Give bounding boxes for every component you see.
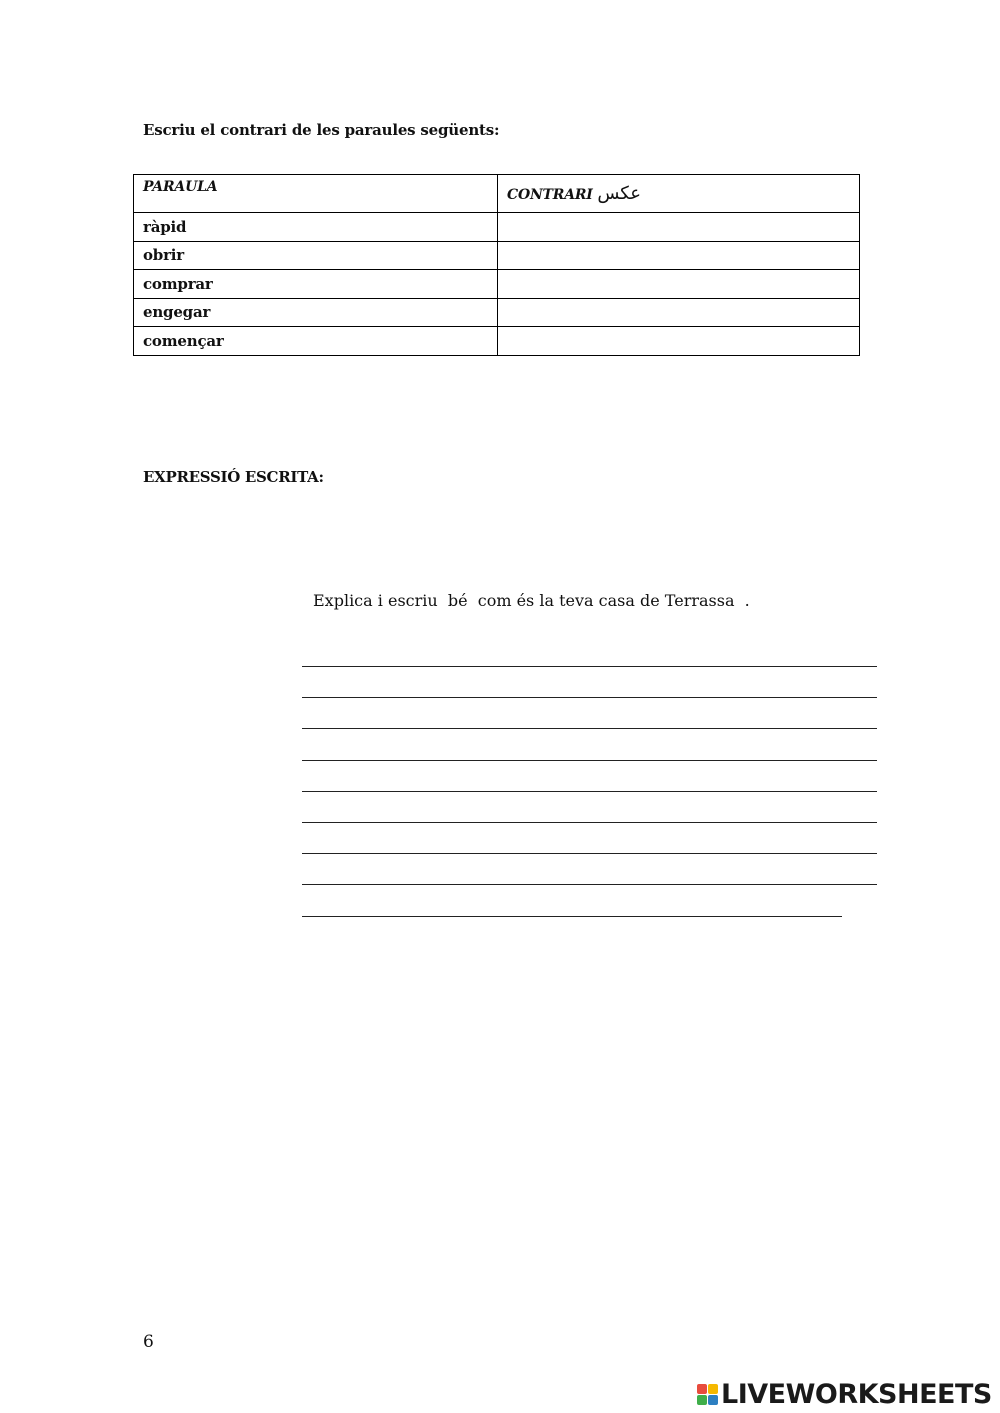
answer-line[interactable] — [302, 697, 877, 698]
logo-square — [708, 1395, 718, 1405]
table-row — [134, 241, 860, 270]
answer-line[interactable] — [302, 760, 877, 761]
word-cell: ràpid — [134, 213, 498, 242]
writing-prompt: Explica i escriu bé com és la teva casa de Terrassa . — [313, 591, 750, 610]
logo-square — [697, 1384, 707, 1394]
page-number: 6 — [143, 1332, 154, 1352]
answer-cell[interactable] — [498, 298, 860, 327]
answer-line[interactable] — [302, 853, 877, 854]
table-row — [134, 213, 860, 242]
table-row — [134, 298, 860, 327]
logo-square — [708, 1384, 718, 1394]
header-paraula: PARAULA — [134, 175, 498, 213]
word-cell: engegar — [134, 298, 498, 327]
word-cell: comprar — [134, 270, 498, 299]
answer-line[interactable] — [302, 666, 877, 667]
answer-cell[interactable] — [498, 241, 860, 270]
brand-watermark — [697, 1378, 992, 1410]
logo-square — [697, 1395, 707, 1405]
word-cell: obrir — [134, 241, 498, 270]
header-contrari — [498, 175, 860, 213]
answer-line[interactable] — [302, 791, 877, 792]
instruction: Escriu el contrari de les paraules següents: — [143, 121, 500, 139]
table-row — [134, 270, 860, 299]
answer-line[interactable] — [302, 728, 877, 729]
answer-line[interactable] — [302, 884, 877, 885]
brand-logo-icon — [697, 1384, 718, 1405]
answer-line[interactable] — [302, 916, 842, 917]
word-cell: començar — [134, 327, 498, 356]
writing-section-heading: EXPRESSIÓ ESCRITA: — [143, 468, 324, 486]
answer-line[interactable] — [302, 822, 877, 823]
brand-name: LIVEWORKSHEETS — [721, 1378, 992, 1410]
table-header-row — [134, 175, 860, 213]
header-contrari-arabic: عكس — [597, 183, 641, 204]
header-contrari-label: CONTRARI — [507, 187, 593, 203]
answer-cell[interactable] — [498, 213, 860, 242]
answer-cell[interactable] — [498, 270, 860, 299]
table-row — [134, 327, 860, 356]
answer-cell[interactable] — [498, 327, 860, 356]
opposites-table — [133, 174, 860, 356]
